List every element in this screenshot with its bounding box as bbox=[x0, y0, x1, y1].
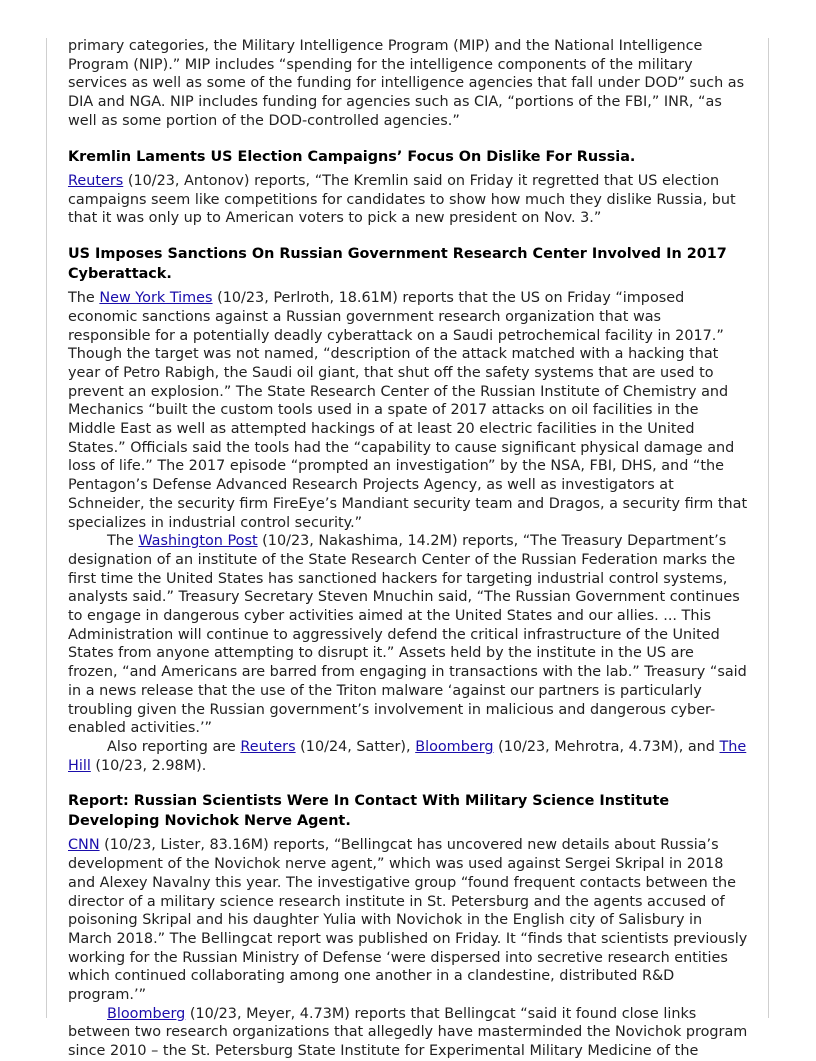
intro-paragraph: primary categories, the Military Intelligence Program (MIP) and the National Intelligence Program (NIP).” MIP includes “spending for the intelligence components of the military services as well as some of the funding for intelligence agencies that fall under DOD” such as DIA and NGA. NIP includes funding for agencies such as CIA, “portions of the FBI,” INR, “as well as some portion of the DOD-controlled agencies.” bbox=[68, 38, 745, 129]
sanctions-p3-text-1: (10/24, Satter), bbox=[295, 739, 416, 755]
headline-novichok: Report: Russian Scientists Were In Contact With Military Science Institute Developing Novichok Nerve Agent. bbox=[68, 793, 670, 829]
sanctions-p3-prefix: Also reporting are bbox=[107, 739, 241, 755]
source-link-new-york-times[interactable]: New York Times bbox=[99, 290, 213, 307]
source-link-reuters-2[interactable]: Reuters bbox=[240, 739, 296, 755]
headline-sanctions: US Imposes Sanctions On Russian Government Research Center Involved In 2017 Cyberattack. bbox=[68, 246, 727, 282]
sanctions-p3-text-2: (10/23, Mehrotra, 4.73M), and bbox=[493, 739, 720, 755]
novichok-p2-text: (10/23, Meyer, 4.73M) reports that Bellingcat “said it found close links between two research organizations that allegedly have masterminded the Novichok program since 2010 – the St. Petersburg State Institute for Experimental Military Medicine of the bbox=[68, 1005, 748, 1060]
sanctions-p2-prefix: The bbox=[107, 533, 139, 550]
kremlin-paragraph bbox=[68, 172, 748, 228]
source-link-washington-post[interactable]: Washington Post bbox=[138, 533, 258, 550]
sanctions-p1-prefix: The bbox=[68, 290, 100, 307]
headline-kremlin: Kremlin Laments US Election Campaigns’ Focus On Dislike For Russia. bbox=[68, 148, 636, 165]
right-margin-rule bbox=[768, 38, 769, 1018]
source-link-reuters[interactable]: Reuters bbox=[68, 173, 124, 190]
document-body bbox=[68, 37, 748, 1061]
sanctions-paragraph-1 bbox=[68, 289, 748, 532]
source-link-cnn[interactable]: CNN bbox=[68, 837, 100, 854]
sanctions-paragraph-3 bbox=[68, 738, 748, 775]
sanctions-p3-text-3: (10/23, 2.98M). bbox=[90, 757, 207, 774]
sanctions-p2-text: (10/23, Nakashima, 14.2M) reports, “The Treasury Department’s designation of an institute of the State Research Center of the Russian Federation marks the first time the United States has sanctioned hackers for targeting industrial control systems, analysts said.” Treasury Secretary Steven Mnuchin said, “The Russian Government continues to engage in dangerous cyber activities aimed at the United States and our allies. ... This Administration will continue to aggressively defend the critical infrastructure of the United States from anyone attempting to disrupt it.” Assets held by the institute in the US are frozen, “and Americans are barred from engaging in transactions with the lab.” Treasury “said in a news release that the use of the Triton malware ‘against our partners is particularly troubling given the Russian government’s involvement in malicious and dangerous cyber-enabled activities.’” bbox=[68, 533, 747, 737]
sanctions-paragraph-2 bbox=[68, 532, 748, 738]
novichok-paragraph-2 bbox=[68, 1005, 748, 1061]
source-link-bloomberg[interactable]: Bloomberg bbox=[415, 739, 494, 755]
source-link-bloomberg-2[interactable]: Bloomberg bbox=[107, 1005, 186, 1022]
kremlin-paragraph-text: (10/23, Antonov) reports, “The Kremlin said on Friday it regretted that US election campaigns seem like competitions for candidates to show how much they dislike Russia, but that it was only up to American voters to pick a new president on Nov. 3.” bbox=[68, 173, 736, 227]
novichok-p1-text: (10/23, Lister, 83.16M) reports, “Bellingcat has uncovered new details about Russia’s development of the Novichok nerve agent,” which was used against Sergei Skripal in 2018 and Alexey Navalny this year. The investigative group “found frequent contacts between the director of a military science research institute in St. Petersburg and the agents accused of poisoning Skripal and his daughter Yulia with Novichok in the English city of Salisbury in March 2018.” The Bellingcat report was published on Friday. It “finds that scientists previously working for the Russian Ministry of Defense ‘were dispersed into secretive research entities which continued collaborating among one another in a clandestine, distributed R&D program.’” bbox=[68, 837, 748, 1004]
novichok-paragraph-1 bbox=[68, 836, 748, 1004]
left-margin-rule bbox=[46, 38, 47, 1018]
sanctions-p1-text: (10/23, Perlroth, 18.61M) reports that the US on Friday “imposed economic sanctions against a Russian government research organization that was responsible for a potentially deadly cyberattack on a Saudi petrochemical facility in 2017.” Though the target was not named, “description of the attack matched with a hacking that year of Petro Rabigh, the Saudi oil giant, that shut off the safety systems that are used to prevent an explosion.” The State Research Center of the Russian Institute of Chemistry and Mechanics “built the custom tools used in a spate of 2017 attacks on oil facilities in the Middle East as well as attempted hackings of at least 20 electric facilities in the United States.” Officials said the tools had the “capability to cause significant physical damage and loss of life.” The 2017 episode “prompted an investigation” by the NSA, FBI, DHS, and “the Pentagon’s Defense Advanced Research Projects Agency, as well as investigators at Schneider, the security firm FireEye’s Mandiant security team and Dragos, a security firm that specializes in industrial control security.” bbox=[68, 290, 748, 531]
source-link-the-hill[interactable]: The Hill bbox=[68, 739, 747, 774]
